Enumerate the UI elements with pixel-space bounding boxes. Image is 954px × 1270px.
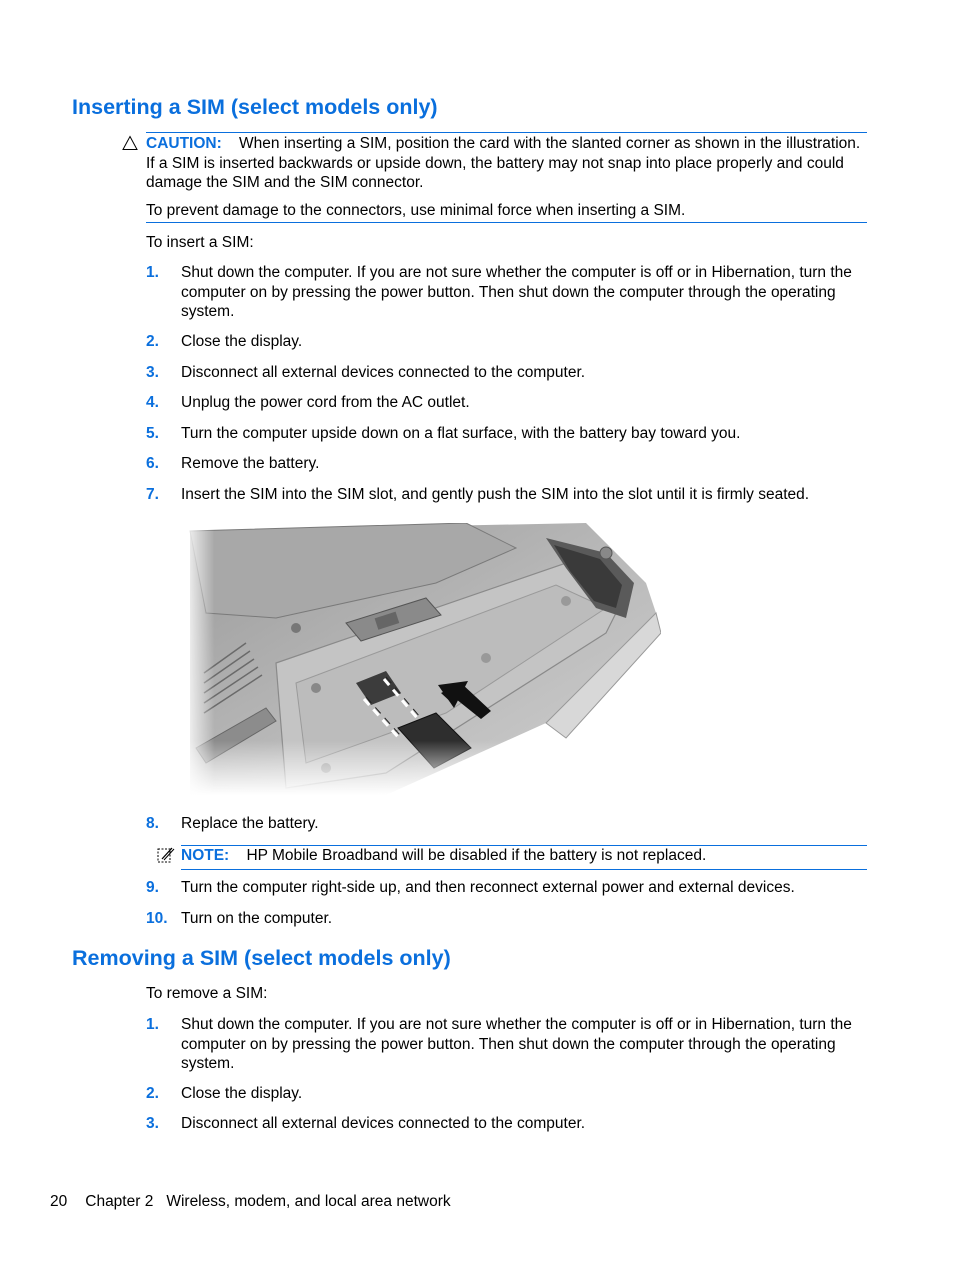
step-number: 2. xyxy=(146,1085,159,1102)
caution-triangle-icon xyxy=(122,135,138,151)
step-number: 9. xyxy=(146,879,159,896)
step-text: Turn the computer right-side up, and then reconnect external power and external devices. xyxy=(181,879,795,896)
page-number: 20 xyxy=(50,1193,68,1210)
insert-step xyxy=(146,814,867,834)
insert-step xyxy=(146,454,867,474)
caution-box xyxy=(146,132,867,193)
note-pencil-icon xyxy=(156,845,176,865)
page-footer xyxy=(50,1192,451,1212)
step-number: 1. xyxy=(146,264,159,281)
insert-step xyxy=(146,424,867,444)
step-text: Remove the battery. xyxy=(181,455,320,472)
step-number: 3. xyxy=(146,1115,159,1132)
step-number: 7. xyxy=(146,486,159,503)
step-number: 3. xyxy=(146,364,159,381)
chapter-title: Wireless, modem, and local area network xyxy=(166,1193,451,1210)
step-text: Disconnect all external devices connected to the computer. xyxy=(181,364,586,381)
step-number: 4. xyxy=(146,394,159,411)
note-label: NOTE: xyxy=(181,847,230,864)
step-number: 6. xyxy=(146,455,159,472)
insert-step xyxy=(146,909,867,929)
section-title-inserting-sim: Inserting a SIM (select models only) xyxy=(72,95,438,119)
caution-text: When inserting a SIM, position the card with the slanted corner as shown in the illustration. If a SIM is inserted backwards or upside down, the battery may not snap into place properly and could damage the SIM and the SIM connector. xyxy=(146,135,861,191)
insert-step xyxy=(146,332,867,352)
step-text: Turn the computer upside down on a flat surface, with the battery bay toward you. xyxy=(181,425,741,442)
insert-step xyxy=(146,263,867,322)
step-text: Close the display. xyxy=(181,333,303,350)
remove-step xyxy=(146,1084,867,1104)
step-number: 5. xyxy=(146,425,159,442)
section-title-removing-sim: Removing a SIM (select models only) xyxy=(72,946,451,970)
step-text: Disconnect all external devices connected to the computer. xyxy=(181,1115,586,1132)
chapter-label: Chapter 2 xyxy=(85,1193,154,1210)
caution-label: CAUTION: xyxy=(146,135,222,152)
step-text: Unplug the power cord from the AC outlet. xyxy=(181,394,470,411)
step-number: 2. xyxy=(146,333,159,350)
insert-step xyxy=(146,363,867,383)
insert-step xyxy=(146,393,867,413)
remove-step xyxy=(146,1015,867,1074)
insert-step xyxy=(146,485,867,505)
step-number: 10. xyxy=(146,910,168,927)
step-text: Replace the battery. xyxy=(181,815,319,832)
remove-intro: To remove a SIM: xyxy=(146,985,268,1002)
note-box xyxy=(181,845,867,870)
step-text: Close the display. xyxy=(181,1085,303,1102)
note-text: HP Mobile Broadband will be disabled if the battery is not replaced. xyxy=(246,847,707,864)
step-text: Shut down the computer. If you are not sure whether the computer is off or in Hibernation, turn the computer on by pressing the power button. Then shut down the computer through the operating system. xyxy=(181,1016,852,1072)
step-text: Insert the SIM into the SIM slot, and gently push the SIM into the slot until it is firmly seated. xyxy=(181,486,810,503)
prevent-damage-text: To prevent damage to the connectors, use minimal force when inserting a SIM. xyxy=(146,201,867,223)
insert-step xyxy=(146,878,867,898)
step-number: 8. xyxy=(146,815,159,832)
step-text: Turn on the computer. xyxy=(181,910,333,927)
remove-step xyxy=(146,1114,867,1134)
step-text: Shut down the computer. If you are not sure whether the computer is off or in Hibernation, turn the computer on by pressing the power button. Then shut down the computer through the operating system. xyxy=(181,264,852,320)
sim-insertion-illustration xyxy=(186,523,661,795)
insert-intro: To insert a SIM: xyxy=(146,234,254,251)
step-number: 1. xyxy=(146,1016,159,1033)
